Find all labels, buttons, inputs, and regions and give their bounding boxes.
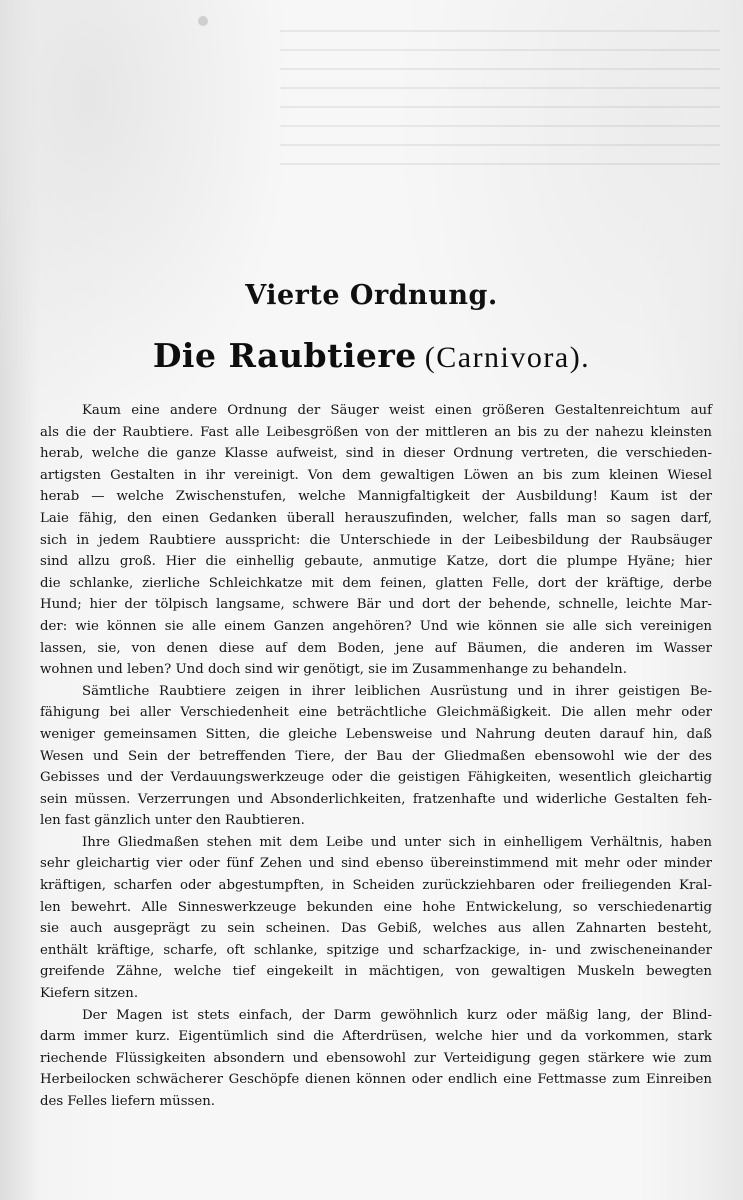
text-line: sein müssen. Verzerrungen und Absonderlichkeiten, fratzenhafte und widerliche Gestalten feh- (40, 791, 712, 807)
text-line: sie auch ausgeprägt zu sein scheinen. Das Gebiß, welches aus allen Zahnarten besteht, (40, 921, 712, 937)
text-line: lassen, sie, von denen diese auf dem Boden, jene auf Bäumen, die anderen im Wasser (40, 640, 712, 656)
text-line: Wesen und Sein der betreffenden Tiere, der Bau der Gliedmaßen ebensowohl wie der des (40, 748, 712, 764)
text-line: riechende Flüssigkeiten absondern und ebensowohl zur Verteidigung gegen stärkere wie zum (40, 1050, 712, 1066)
text-line: sind allzu groß. Hier die einhellig gebaute, anmutige Katze, dort die plumpe Hyäne; hier (40, 554, 712, 570)
text-line: Ihre Gliedmaßen stehen mit dem Leibe und unter sich in einhelligem Verhältnis, haben (82, 834, 712, 850)
text-line: kräftigen, scharfen oder abgestumpften, in Scheiden zurückziehbaren oder freiliegenden Kral- (40, 878, 712, 894)
text-line: enthält kräftige, scharfe, oft schlanke, spitzige und scharfzackige, in- und zwischeneinander (40, 942, 712, 958)
text-line: darm immer kurz. Eigentümlich sind die Afterdrüsen, welche hier und da vorkommen, stark (40, 1029, 712, 1045)
paragraph (40, 832, 712, 1005)
text-line: als die der Raubtiere. Fast alle Leibesgrößen von der mittleren an bis zu der nahezu kleinsten (40, 424, 712, 440)
text-line: herab — welche Zwischenstufen, welche Mannigfaltigkeit der Ausbildung! Kaum ist der (40, 489, 712, 505)
chapter-heading (0, 336, 743, 375)
text-line: der: wie können sie alle einem Ganzen angehören? Und wie können sie alle sich vereinigen (40, 618, 712, 634)
text-line: fähigung bei aller Verschiedenheit eine beträchtliche Gleichmäßigkeit. Die allen mehr oder (40, 705, 712, 721)
text-line: des Felles liefern müssen. (40, 1094, 216, 1109)
text-line: Kiefern sitzen. (40, 986, 139, 1002)
text-line: Hund; hier der tölpisch langsame, schwere Bär und dort der behende, schnelle, leichte Mar- (40, 597, 712, 613)
text-line: len bewehrt. Alle Sinneswerkzeuge bekunden eine hohe Entwickelung, so verschiedenartig (40, 899, 712, 915)
text-line: Kaum eine andere Ordnung der Säuger weist einen größeren Gestaltenreichtum auf (82, 403, 712, 418)
paragraph (40, 400, 712, 681)
text-line: weniger gemeinsamen Sitten, die gleiche Lebensweise und Nahrung deuten darauf hin, daß (40, 726, 712, 742)
order-title: Vierte Ordnung. (245, 280, 498, 311)
paragraph (40, 1005, 712, 1113)
text-line: die schlanke, zierliche Schleichkatze mit dem feinen, glatten Felle, dort der kräftige, derbe (40, 575, 712, 591)
text-line: sehr gleichartig vier oder fünf Zehen und sind ebenso übereinstimmend mit mehr oder minder (40, 856, 712, 872)
text-line: greifende Zähne, welche tief eingekeilt in mächtigen, von gewaltigen Muskeln bewegten (40, 964, 712, 980)
text-line: Sämtliche Raubtiere zeigen in ihrer leiblichen Ausrüstung und in ihrer geistigen Be- (82, 683, 712, 699)
text-line: sich in jedem Raubtiere ausspricht: die Unterschiede in der Leibesbildung der Raubsäuger (40, 532, 712, 548)
heading-german: Die Raubtiere (152, 336, 417, 375)
text-line: Gebisses und der Verdauungswerkzeuge oder die geistigen Fähigkeiten, wesentlich gleichartig (40, 770, 712, 786)
text-line: Laie fähig, den einen Gedanken überall herauszufinden, welcher, falls man so sagen darf, (40, 510, 712, 526)
paragraph (40, 681, 712, 832)
ink-smudge (198, 16, 208, 26)
text-line: wohnen und leben? Und doch sind wir genötigt, sie im Zusammenhange zu behandeln. (40, 662, 627, 678)
heading-latin: (Carnivora). (424, 341, 591, 374)
text-line: Herbeilocken schwächerer Geschöpfe dienen können oder endlich eine Fettmasse zum Einreiben (40, 1072, 712, 1088)
text-line: herab, welche die ganze Klasse aufweist, sind in dieser Ordnung vertreten, die verschieden- (40, 446, 712, 462)
text-line: Der Magen ist stets einfach, der Darm gewöhnlich kurz oder mäßig lang, der Blind- (82, 1007, 712, 1023)
text-line: len fast gänzlich unter den Raubtieren. (40, 813, 305, 829)
text-line: artigsten Gestalten in ihr vereinigt. Von dem gewaltigen Löwen an bis zum kleinen Wiesel (40, 467, 712, 483)
body-text (40, 400, 712, 1113)
show-through-text (280, 30, 720, 200)
